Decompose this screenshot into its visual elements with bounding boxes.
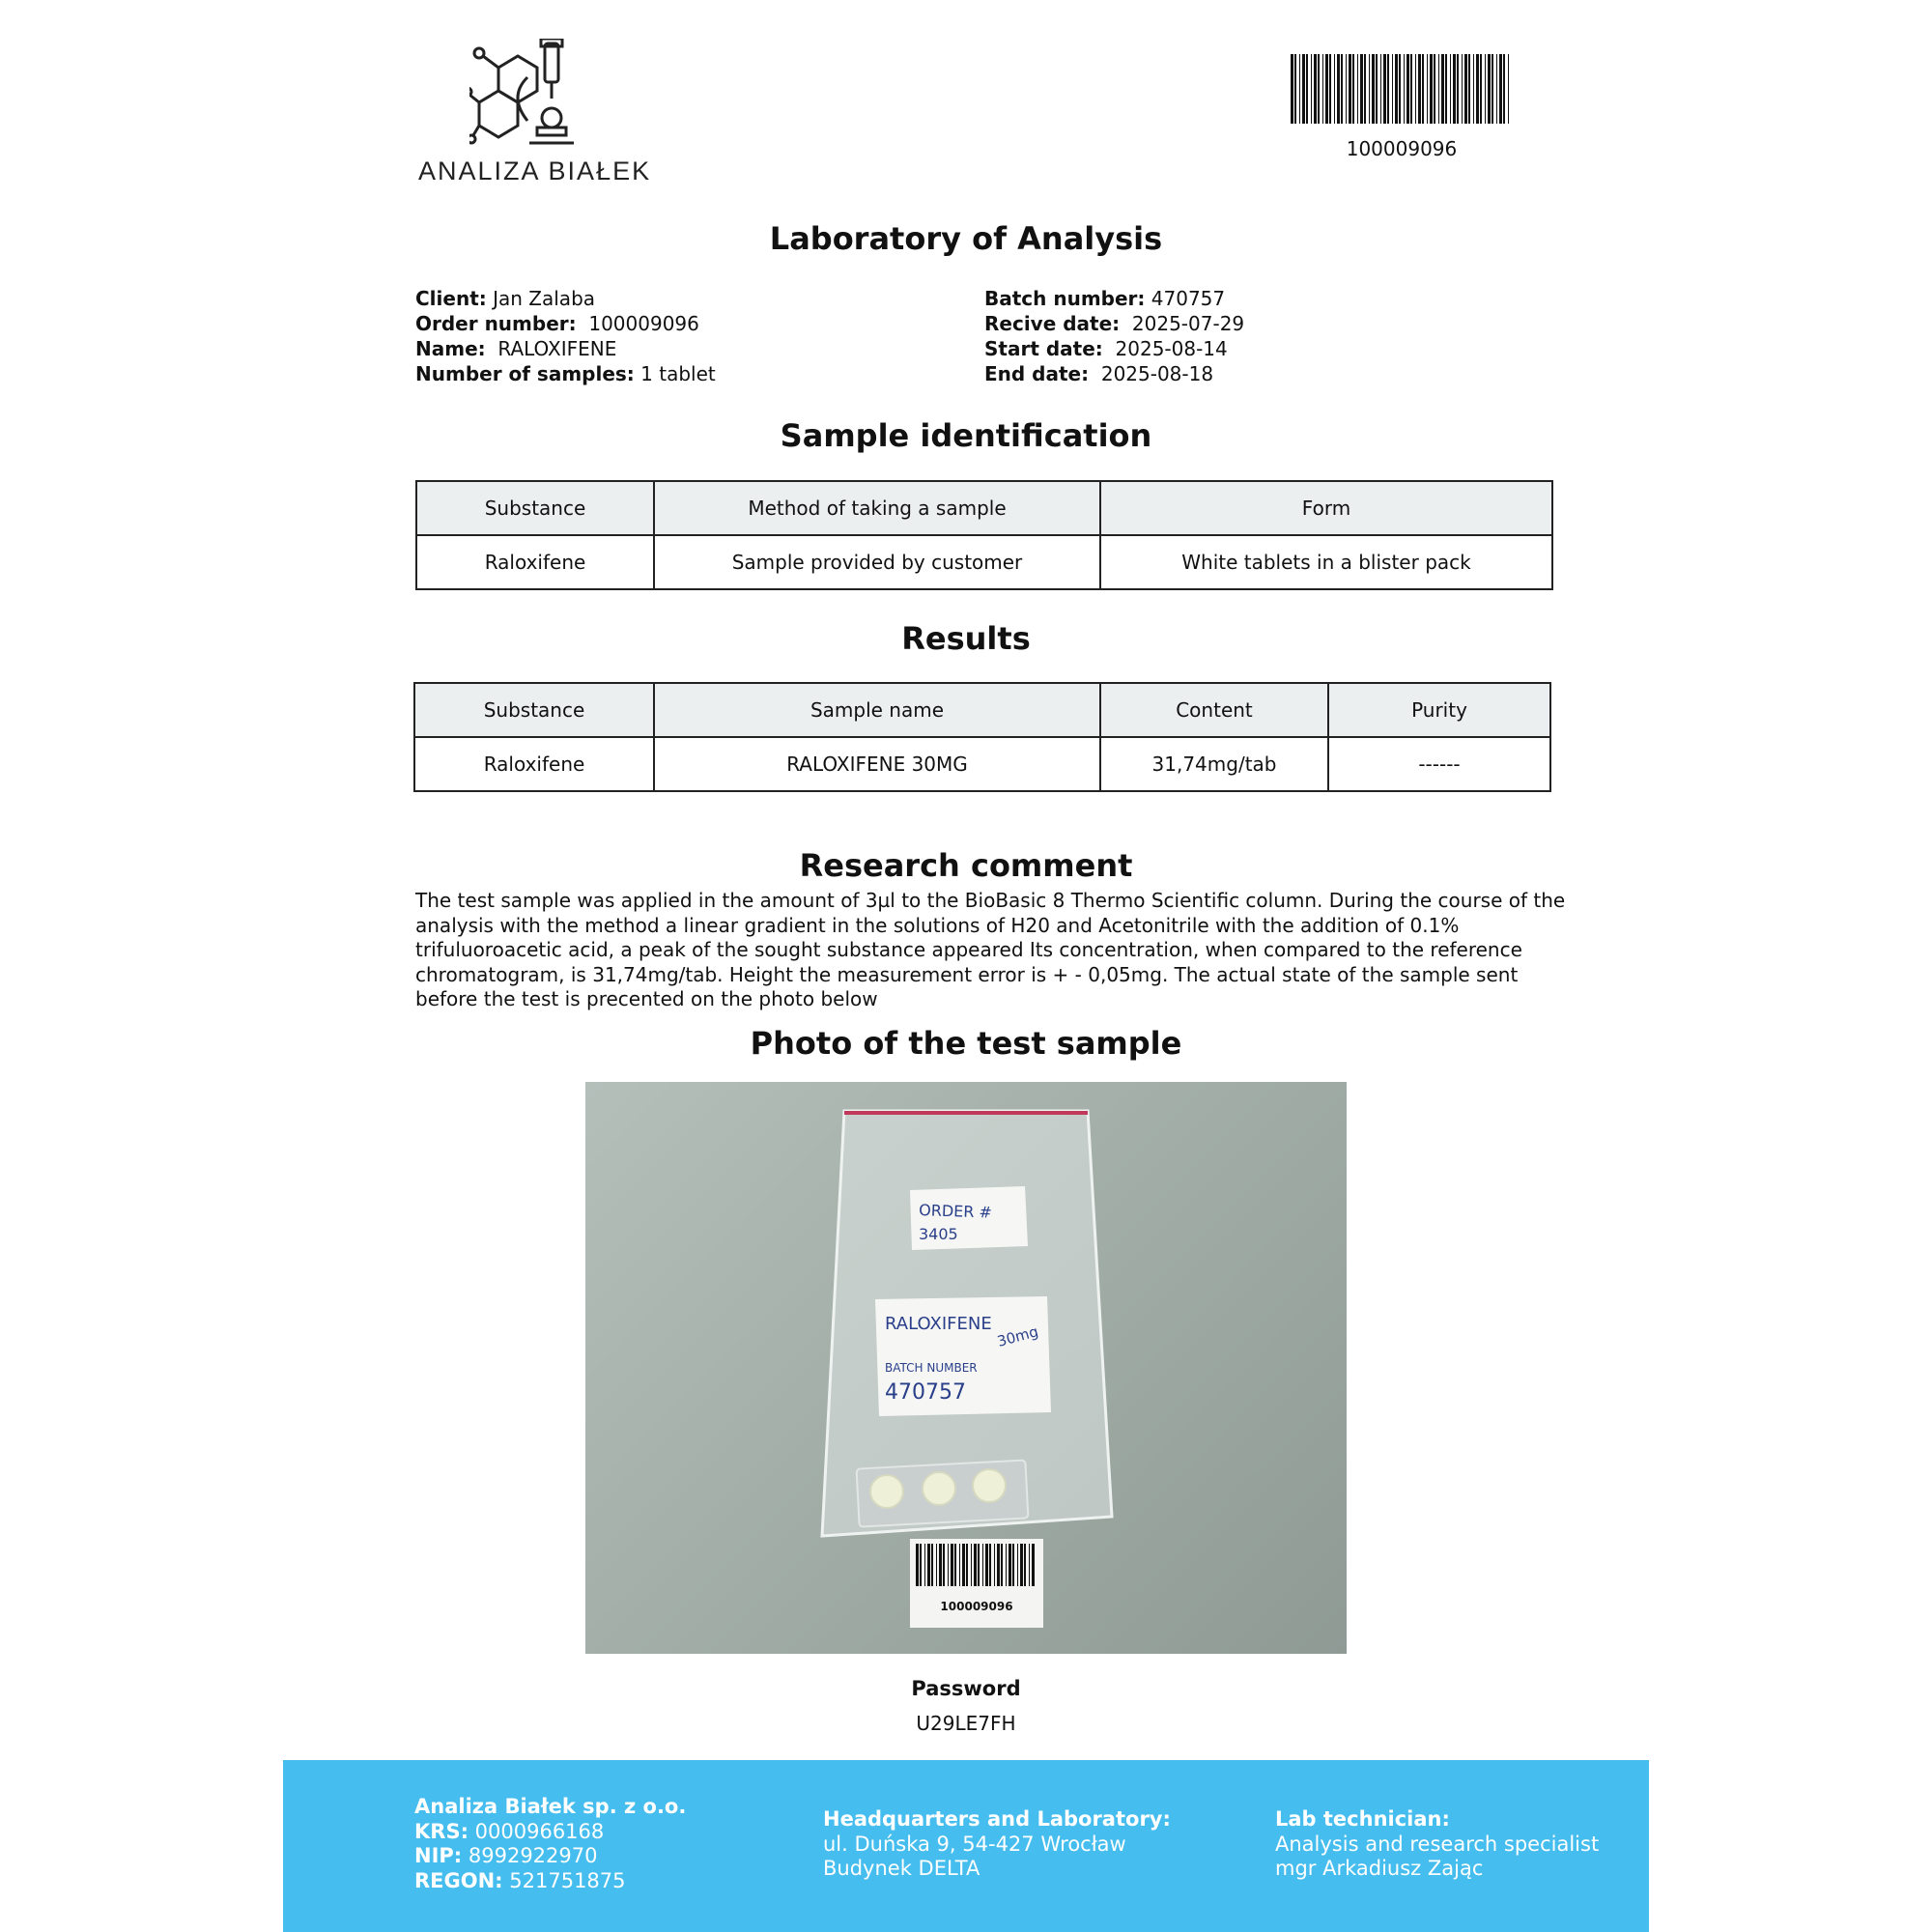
table-cell: Raloxifene — [416, 535, 654, 589]
receive-value: 2025-07-29 — [1131, 312, 1245, 335]
company-logo — [415, 39, 652, 193]
page-title: Laboratory of Analysis — [769, 220, 1163, 257]
table-header-row — [416, 481, 1552, 535]
info-left — [415, 286, 716, 386]
sample-bag-illustration — [585, 1082, 1347, 1654]
end-row — [984, 361, 1244, 386]
samples-value: 1 tablet — [640, 362, 716, 385]
table-cell: ------ — [1328, 737, 1550, 791]
tech-name: mgr Arkadiusz Zając — [1275, 1857, 1484, 1881]
table-row — [416, 535, 1552, 589]
table-cell: White tablets in a blister pack — [1100, 535, 1552, 589]
nip-label: NIP: — [414, 1844, 463, 1868]
dose-label-text: 30mg — [995, 1322, 1040, 1350]
client-label: Client: — [415, 287, 487, 310]
table-row — [414, 737, 1550, 791]
password-value: U29LE7FH — [916, 1712, 1016, 1735]
hq-title: Headquarters and Laboratory: — [823, 1807, 1171, 1831]
photo-title: Photo of the test sample — [750, 1025, 1182, 1062]
info-right — [984, 286, 1244, 386]
receive-label: Recive date: — [984, 312, 1121, 335]
samples-label: Number of samples: — [415, 362, 635, 385]
logo-text: ANALIZA BIAŁEK — [418, 156, 652, 185]
start-label: Start date: — [984, 337, 1103, 360]
order-number-text: 3405 — [919, 1225, 958, 1243]
regon-row — [414, 1869, 686, 1894]
table-cell: 31,74mg/tab — [1100, 737, 1328, 791]
krs-row — [414, 1820, 686, 1845]
column-header: Sample name — [654, 683, 1100, 737]
results-table — [413, 682, 1551, 792]
start-row — [984, 336, 1244, 361]
samples-row — [415, 361, 716, 386]
krs-label: KRS: — [414, 1819, 469, 1843]
hq-address: ul. Duńska 9, 54-427 Wrocław — [823, 1832, 1126, 1856]
research-comment-text: The test sample was applied in the amount of 3µl to the BioBasic 8 Thermo Scientific column. During the course of the analysis with the method a linear gradient in the solutions of H20 and Acetonitrile with the addition of 0.1% trifuluoroacetic acid, a peak of the sought substance appeared Its concentration, when compared to the reference chromatogram, is 31,74mg/tab. Height the measurement error is + - 0,05mg. The actual state of the sample sent before the test is precented on the photo below — [415, 889, 1566, 1011]
footer-company — [414, 1795, 686, 1893]
receive-row — [984, 311, 1244, 336]
sample-photo — [585, 1082, 1347, 1654]
batch-value: 470757 — [1151, 287, 1226, 310]
results-title: Results — [901, 620, 1031, 657]
column-header: Form — [1100, 481, 1552, 535]
end-value: 2025-08-18 — [1100, 362, 1214, 385]
company-name: Analiza Białek sp. z o.o. — [414, 1795, 687, 1818]
microscope-molecule-icon — [469, 39, 595, 150]
column-header: Content — [1100, 683, 1328, 737]
photo-barcode-number: 100009096 — [940, 1600, 1013, 1613]
password-label: Password — [911, 1677, 1021, 1700]
table-cell: RALOXIFENE 30MG — [654, 737, 1100, 791]
product-label-text: RALOXIFENE — [885, 1314, 992, 1334]
tech-title: Lab technician: — [1275, 1807, 1450, 1831]
nip-value: 8992922970 — [468, 1844, 598, 1868]
name-label: Name: — [415, 337, 486, 360]
krs-value: 0000966168 — [474, 1819, 605, 1843]
table-cell: Raloxifene — [414, 737, 654, 791]
tech-role: Analysis and research specialist — [1275, 1832, 1600, 1856]
nip-row — [414, 1844, 686, 1869]
footer — [283, 1760, 1649, 1932]
column-header: Purity — [1328, 683, 1550, 737]
batch-row — [984, 286, 1244, 311]
column-header: Substance — [414, 683, 654, 737]
order-row — [415, 311, 716, 336]
barcode — [1291, 54, 1513, 124]
column-header: Method of taking a sample — [654, 481, 1100, 535]
batch-label-text: BATCH NUMBER — [885, 1361, 978, 1375]
name-row — [415, 336, 716, 361]
column-header: Substance — [416, 481, 654, 535]
order-label: Order number: — [415, 312, 577, 335]
hq-building: Budynek DELTA — [823, 1857, 980, 1881]
sample-identification-title: Sample identification — [780, 417, 1152, 454]
end-label: End date: — [984, 362, 1090, 385]
regon-value: 521751875 — [509, 1868, 626, 1892]
barcode-number: 100009096 — [1346, 137, 1458, 160]
client-row — [415, 286, 716, 311]
client-value: Jan Zalaba — [493, 287, 596, 310]
sample-identification-table — [415, 480, 1553, 590]
table-cell: Sample provided by customer — [654, 535, 1100, 589]
start-value: 2025-08-14 — [1115, 337, 1228, 360]
order-value: 100009096 — [588, 312, 699, 335]
footer-technician — [1275, 1807, 1599, 1882]
name-value: RALOXIFENE — [497, 337, 617, 360]
research-comment-title: Research comment — [799, 847, 1133, 884]
batch-number-text: 470757 — [885, 1380, 966, 1405]
regon-label: REGON: — [414, 1868, 503, 1892]
footer-headquarters — [823, 1807, 1171, 1882]
order-label-text: ORDER # — [918, 1201, 993, 1222]
table-header-row — [414, 683, 1550, 737]
batch-label: Batch number: — [984, 287, 1146, 310]
